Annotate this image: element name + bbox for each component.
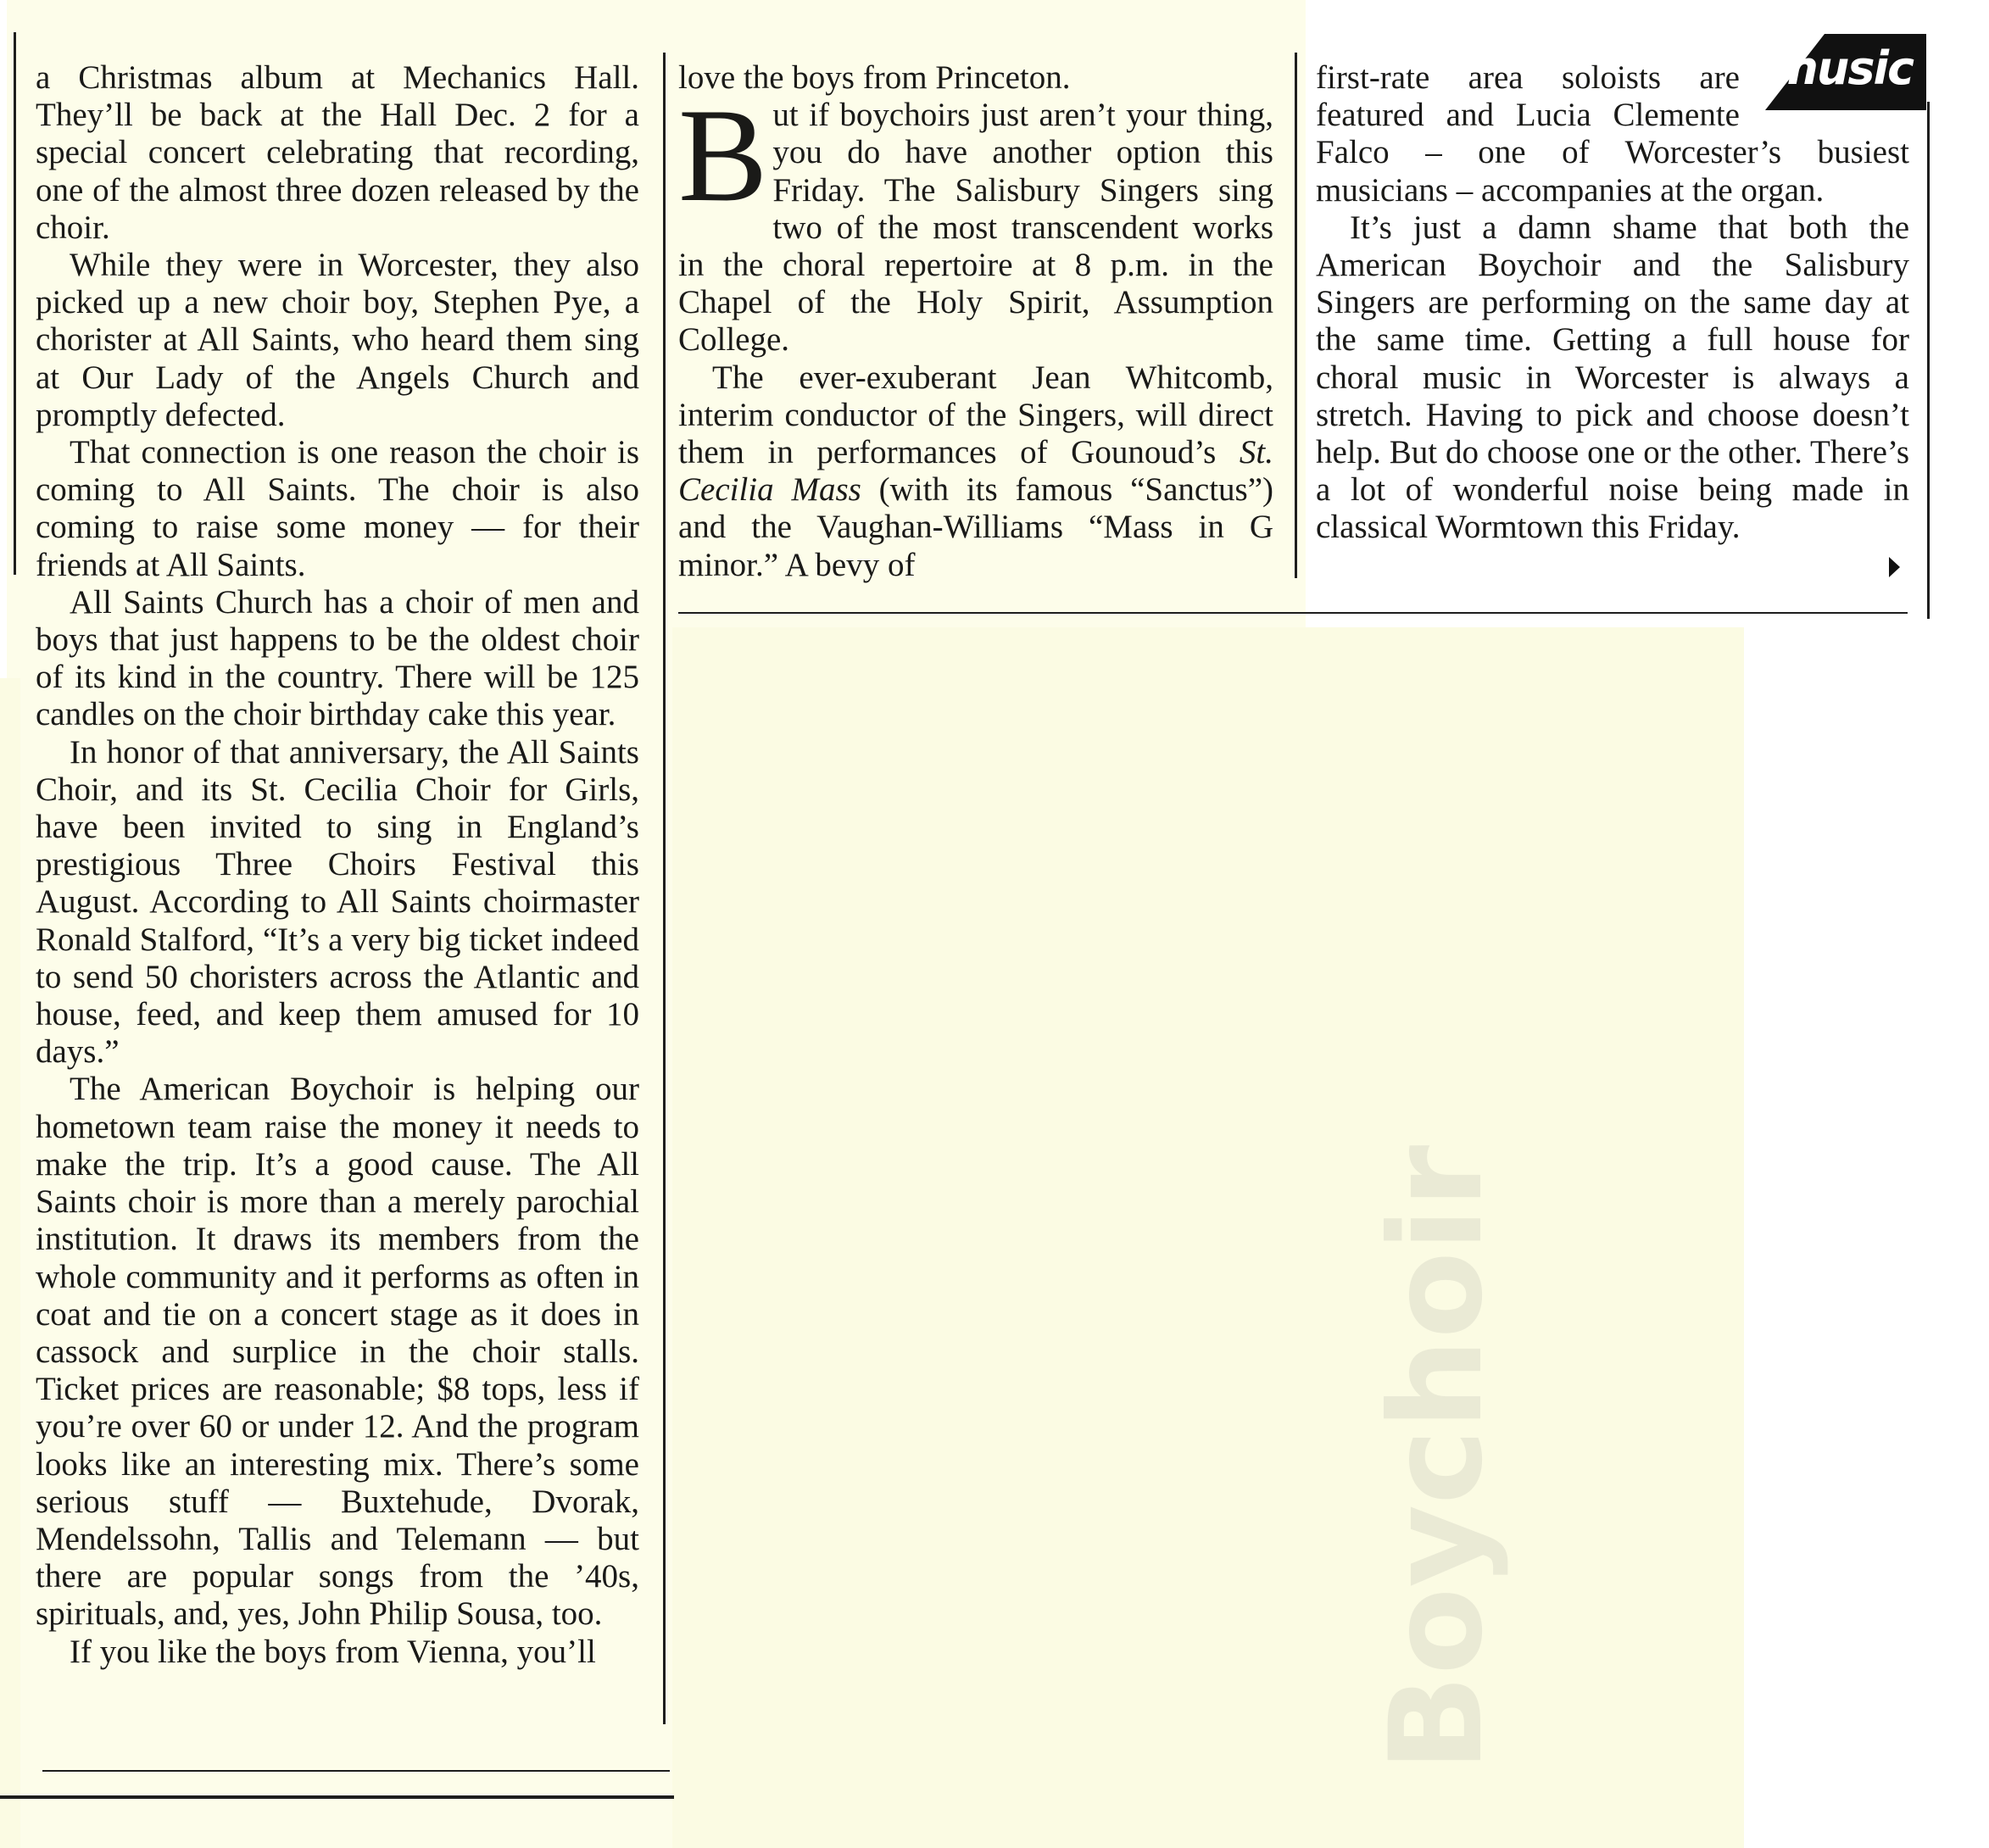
- paragraph: In honor of that anniversary, the All Saints Choir, and its St. Cecilia Choir for Girls, have been invited to sing in England’s prestigious Three Choirs Festival this August. According to All Saints choirmaster Ronald Stalford, “It’s a very big ticket indeed to send 50 choristers across the Atlantic and house, feed, and keep them amused for 10 days.”: [36, 733, 639, 1071]
- bottom-rule-col2-3: [678, 612, 1908, 614]
- paragraph: It’s just a damn shame that both the American Boychoir and the Salisbury Singers are performing on the same day at the same time. Getting a full house for choral music in Worcester is always a stretch. Having to pick and choose doesn’t help. But do choose one or the other. There’s a lot of wonderful noise being made in classical Wormtown this Friday.: [1316, 209, 1909, 546]
- paragraph-text: The ever-exuberant Jean Whitcomb, interim conductor of the Singers, will direct them in performances of Gounoud’s: [678, 359, 1273, 471]
- column-rule-1: [663, 53, 666, 1724]
- bleed-through-text: Boychoir: [1363, 1144, 1511, 1772]
- column-rule-2: [1295, 53, 1297, 578]
- column-rule-left: [14, 32, 16, 575]
- drop-cap: B: [678, 81, 768, 231]
- paragraph-text: ut if boychoirs just aren’t your thing, you do have another option this Friday. The Salisbury Singers sing two of the most transcendent works in the choral repertoire at 8 p.m. in the Chapel of the Holy Spirit, Assumption College.: [678, 97, 1273, 359]
- paragraph: love the boys from Princeton.: [678, 59, 1071, 96]
- article-column-1: [36, 59, 639, 1671]
- paragraph-dropcap: [678, 81, 1273, 359]
- paragraph-text: (with its famous “Sanctus”) and the Vaughan-Williams “Mass in G minor.” A bevy of: [678, 471, 1273, 583]
- paragraph: first-rate area soloists are featured and Lucia Clemente Falco – one of Worcester’s busiest musicians – accompanies at the organ.: [1316, 59, 1909, 209]
- bottom-rule-col1-edge: [0, 1795, 674, 1799]
- article-column-3: [1316, 59, 1909, 547]
- badge-spacer: [1740, 59, 1909, 114]
- paragraph: All Saints Church has a choir of men and boys that just happens to be the oldest choir of its kind in the country. There will be 125 candles on the choir birthday cake this year.: [36, 583, 639, 733]
- column-rule-right: [1927, 102, 1930, 619]
- work-title: St. Cecilia Mass: [678, 434, 1273, 509]
- paragraph: While they were in Worcester, they also picked up a new choir boy, Stephen Pye, a chorister at All Saints, who heard them sing at Our Lady of the Angels Church and promptly defected.: [36, 247, 639, 433]
- end-mark-icon: [1889, 557, 1900, 577]
- bottom-rule-col1: [42, 1770, 670, 1772]
- paragraph: If you like the boys from Vienna, you’ll: [70, 1633, 596, 1670]
- paragraph: a Christmas album at Mechanics Hall. They’ll be back at the Hall Dec. 2 for a special concert celebrating that recording, one of the almost three dozen released by the choir.: [36, 59, 639, 246]
- article-column-2: [678, 59, 1273, 584]
- paragraph: The American Boychoir is helping our hometown team raise the money it needs to make the trip. It’s a good cause. The All Saints choir is more than a merely parochial institution. It draws its members from the whole community and it performs as often in coat and tie on a concert stage as it does in cassock and surplice in the choir stalls. Ticket prices are reasonable; $8 tops, less if you’re over 60 or under 12. And the program looks like an interesting mix. There’s some serious stuff — Buxtehude, Dvorak, Mendelssohn, Tallis and Telemann — but there are popular songs from the ’40s, spirituals, and, yes, John Philip Sousa, too.: [36, 1071, 639, 1633]
- backing-strip: [0, 678, 20, 1848]
- section-badge-label: music: [1770, 42, 1913, 95]
- paragraph: That connection is one reason the choir is coming to All Saints. The choir is also coming to raise some money — for their friends at All Saints.: [36, 434, 639, 583]
- paragraph: [678, 359, 1273, 584]
